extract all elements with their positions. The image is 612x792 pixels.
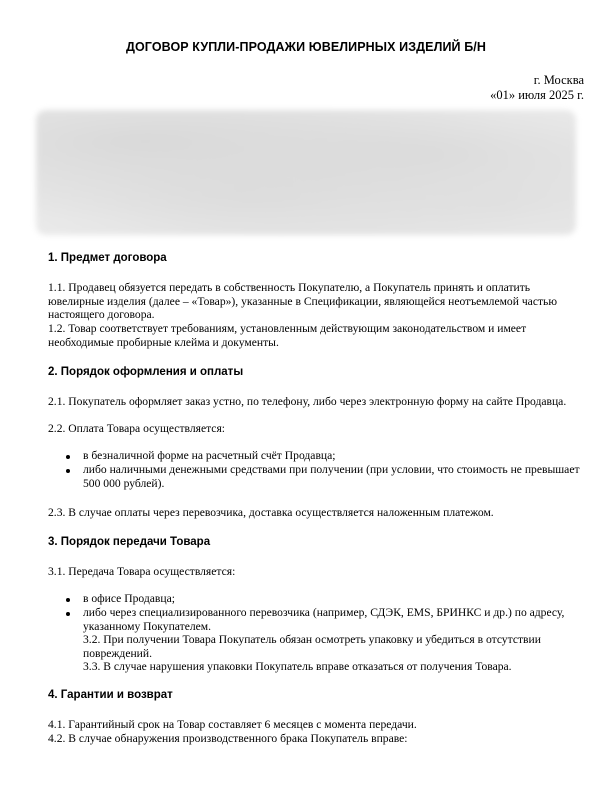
list-item-transfer-carrier: либо через специализированного перевозчика (например, СДЭК, EMS, БРИНКС и др.) по адресу, указанному Покупателем. [83,606,565,633]
redacted-parties-block [36,110,576,235]
list-item-transfer-office: в офисе Продавца; [83,592,175,605]
clause-3-2: 3.2. При получении Товара Покупатель обязан осмотреть упаковку и убедиться в отсутствии повреждений. [83,633,541,660]
bullet-dot [66,469,70,473]
section-3-heading: 3. Порядок передачи Товара [48,536,211,548]
document-place: г. Москва [533,73,584,87]
clause-2-2: 2.2. Оплата Товара осуществляется: [48,422,226,435]
clause-3-3: 3.3. В случае нарушения упаковки Покупатель вправе отказаться от получения Товара. [83,660,512,673]
clause-4-2: 4.2. В случае обнаружения производственного брака Покупатель вправе: [48,732,408,745]
section-4-heading: 4. Гарантии и возврат [48,689,173,701]
clause-2-1: 2.1. Покупатель оформляет заказ устно, по телефону, либо через электронную форму на сайте Продавца. [48,395,567,408]
document-title: ДОГОВОР КУПЛИ-ПРОДАЖИ ЮВЕЛИРНЫХ ИЗДЕЛИЙ Б/Н [125,40,487,54]
bullet-dot [66,612,70,616]
clause-3-1: 3.1. Передача Товара осуществляется: [48,565,236,578]
list-item-payment-cashless: в безналичной форме на расчетный счёт Продавца; [83,449,336,462]
bullet-dot [66,598,70,602]
section-2-heading: 2. Порядок оформления и оплаты [48,366,244,378]
clause-1-1: 1.1. Продавец обязуется передать в собственность Покупателю, а Покупатель принять и оплатить ювелирные изделия (далее – «Товар»), указанные в Спецификации, являющейся неотъемлемой частью настоящего договора. [48,281,557,321]
clause-2-3: 2.3. В случае оплаты через перевозчика, доставка осуществляется наложенным платежом. [48,506,494,519]
clause-4-1: 4.1. Гарантийный срок на Товар составляет 6 месяцев с момента передачи. [48,718,417,731]
bullet-dot [66,455,70,459]
list-item-payment-cash: либо наличными денежными средствами при получении (при условии, что стоимость не превышает 500 000 рублей). [83,463,580,490]
section-1-heading: 1. Предмет договора [48,252,167,264]
clause-1-2: 1.2. Товар соответствует требованиям, установленным действующим законодательством и имеет необходимые пробирные клейма и документы. [48,322,527,349]
document-date: «01» июля 2025 г. [490,88,584,102]
